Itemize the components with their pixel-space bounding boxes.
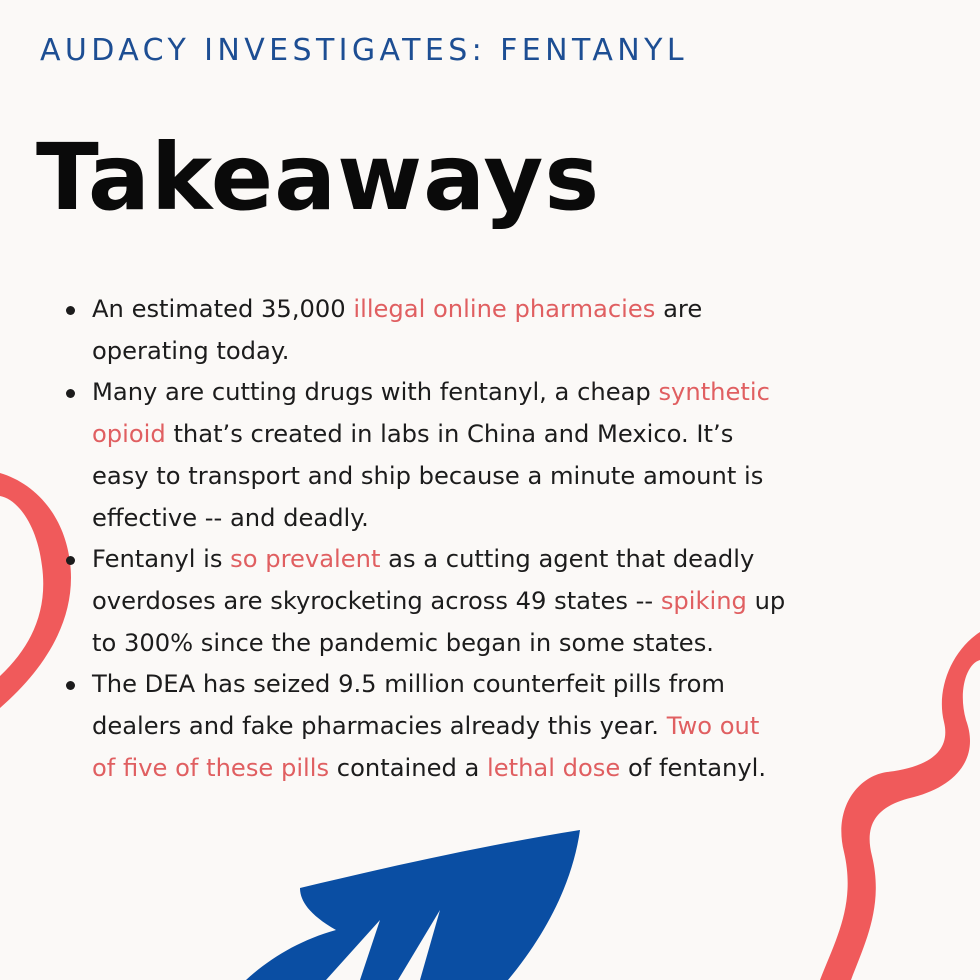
blue-shape — [246, 830, 580, 980]
takeaway-item — [64, 289, 790, 372]
text-segment: that’s created in labs in China and Mexico. It’s easy to transport and ship because a minute amount is effective -- and deadly. — [92, 420, 764, 532]
blue-shape-cut-left — [326, 920, 380, 980]
takeaway-item — [64, 539, 790, 664]
text-segment: Fentanyl is — [92, 545, 231, 574]
coral-wave-left — [0, 473, 71, 708]
text-segment: up to 300% since the pandemic began in some states. — [92, 586, 786, 657]
text-segment: are operating today. — [92, 295, 703, 365]
text-segment: The DEA has seized 9.5 million counterfeit pills from dealers and fake pharmacies already this year. — [92, 670, 725, 741]
takeaways-list — [64, 289, 790, 789]
highlighted-phrase: illegal online pharmacies — [353, 295, 656, 323]
blue-shape-cut-right — [398, 910, 440, 980]
text-segment: contained a — [329, 753, 488, 782]
highlighted-phrase: so prevalent — [230, 545, 381, 574]
highlighted-phrase: lethal dose — [487, 753, 621, 782]
text-segment: An estimated 35,000 — [92, 295, 354, 323]
text-segment: as a cutting agent that deadly overdoses are skyrocketing across 49 states -- — [92, 545, 755, 615]
page-title: Takeaways — [36, 124, 601, 231]
series-kicker: AUDACY INVESTIGATES: FENTANYL — [40, 33, 688, 68]
bullet-dot — [66, 681, 75, 690]
bullet-dot — [66, 389, 75, 398]
highlighted-phrase: Two out of five of these pills — [92, 712, 760, 782]
coral-wave-right — [820, 632, 980, 980]
highlighted-phrase: synthetic opioid — [92, 378, 770, 449]
text-segment: Many are cutting drugs with fentanyl, a cheap — [92, 378, 659, 407]
text-segment: of fentanyl. — [620, 753, 767, 782]
bullet-dot — [66, 556, 75, 565]
takeaway-item — [64, 372, 790, 539]
takeaway-item — [64, 664, 790, 789]
bullet-dot — [66, 306, 75, 315]
highlighted-phrase: spiking — [660, 586, 747, 615]
